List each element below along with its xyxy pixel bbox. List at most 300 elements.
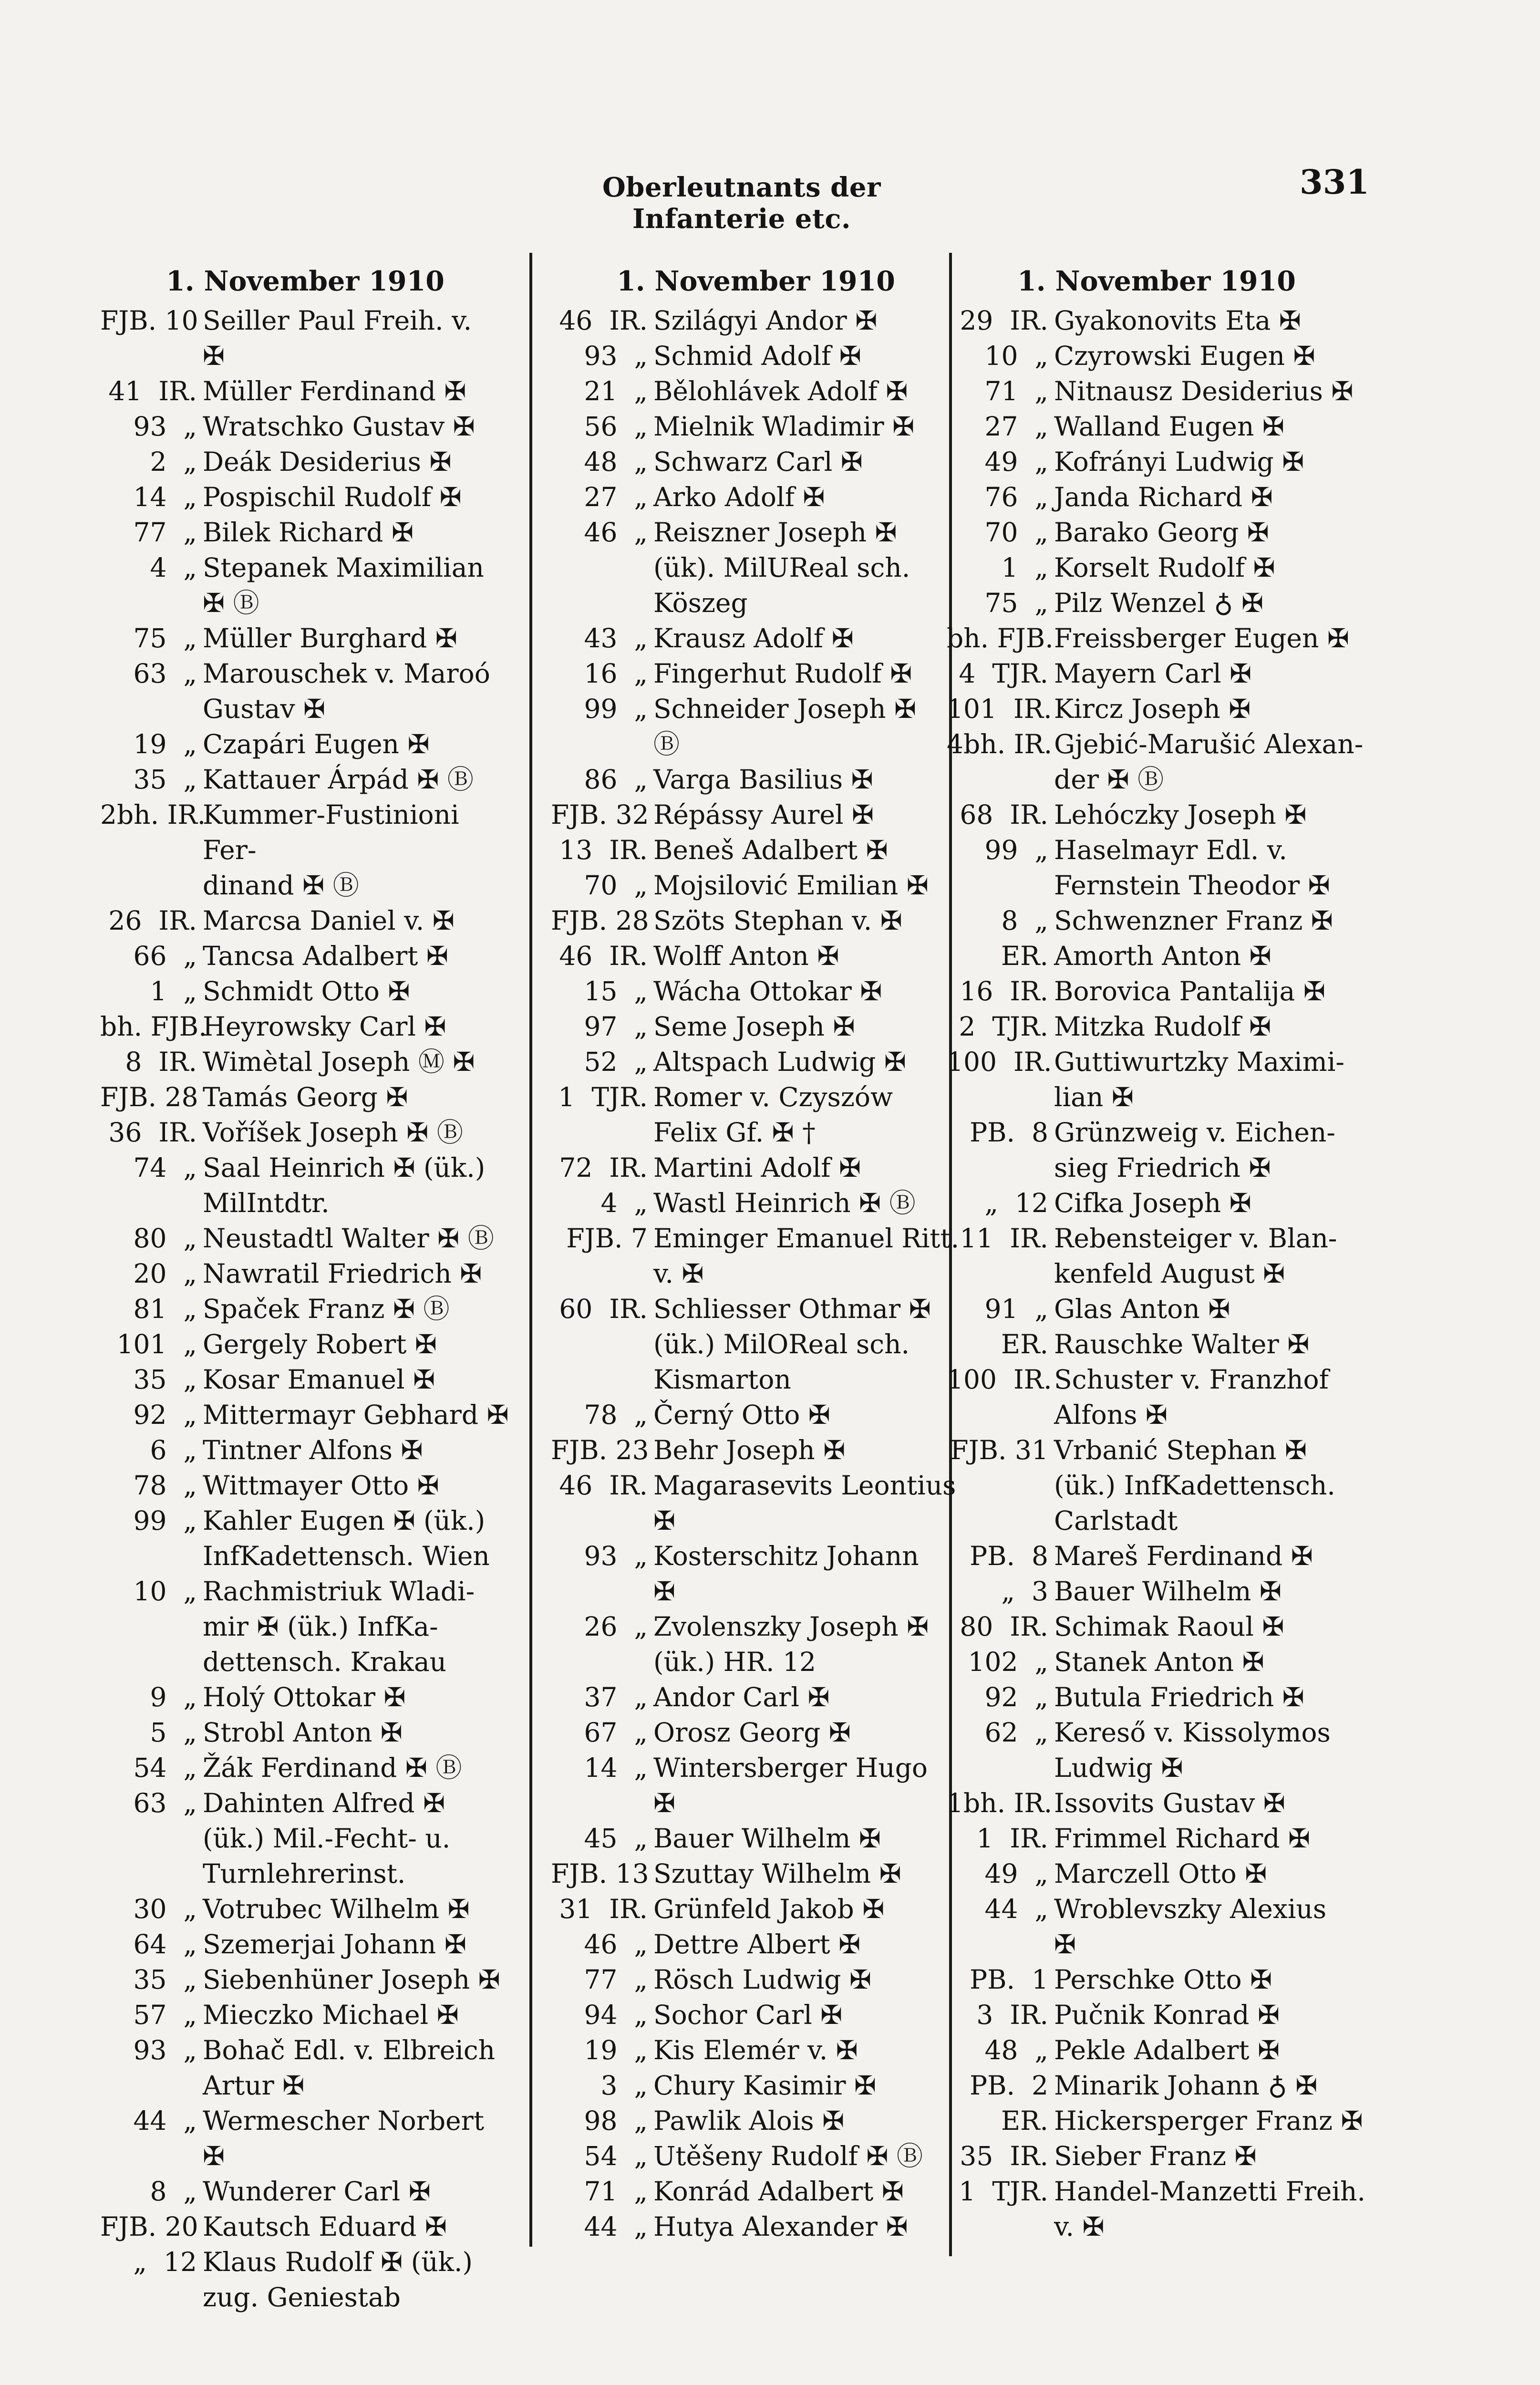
officer-name: Felix Gf. ✠ † xyxy=(653,1117,816,1148)
unit-designation xyxy=(947,2209,1054,2244)
unit-designation xyxy=(551,1503,653,1538)
unit-designation: 27 „ xyxy=(984,411,1048,442)
officer-name: Utěšeny Rudolf ✠ Ⓑ xyxy=(653,2141,923,2171)
unit-designation: 19 „ xyxy=(584,2035,648,2065)
unit-designation xyxy=(947,1079,1054,1115)
officer-entry xyxy=(100,1044,510,1079)
officer-entry xyxy=(947,938,1366,974)
officer-entry xyxy=(947,832,1366,868)
officer-entry xyxy=(551,1397,961,1432)
officer-name: Gergely Robert ✠ xyxy=(203,1329,437,1359)
officer-entry xyxy=(100,2103,510,2174)
officer-name: Rösch Ludwig ✠ xyxy=(653,1964,872,1995)
unit-designation xyxy=(551,585,653,621)
unit-designation: 36 IR. xyxy=(108,1117,197,1148)
officer-entry xyxy=(100,2244,510,2280)
officer-entry xyxy=(100,1115,510,1150)
officer-entry-continuation xyxy=(947,1397,1366,1432)
officer-name: Glas Anton ✠ xyxy=(1054,1294,1230,1324)
officer-name: ✠ Ⓑ xyxy=(203,588,259,618)
officer-entry xyxy=(947,1644,1366,1680)
unit-designation xyxy=(947,1256,1054,1291)
officer-entry-continuation xyxy=(551,726,961,762)
officer-entry xyxy=(551,515,961,550)
officer-entry xyxy=(551,1821,961,1856)
officer-name: Schuster v. Franzhof xyxy=(1054,1364,1329,1395)
officer-name: Bilek Richard ✠ xyxy=(203,517,414,548)
unit-designation xyxy=(947,1503,1054,1538)
officer-entry xyxy=(551,1715,961,1750)
unit-designation: 4 „ xyxy=(150,552,197,583)
unit-designation xyxy=(100,1609,203,1644)
officer-entry xyxy=(100,1962,510,1997)
unit-designation: FJB. 32 xyxy=(551,799,649,830)
unit-designation xyxy=(100,1856,203,1891)
unit-designation: 93 „ xyxy=(133,411,197,442)
officer-name: Vrbanić Stephan ✠ xyxy=(1054,1435,1307,1465)
officer-entry xyxy=(947,1538,1366,1574)
unit-designation: 26 „ xyxy=(584,1611,648,1642)
officer-name: Černý Otto ✠ xyxy=(653,1400,830,1430)
officer-name: Seme Joseph ✠ xyxy=(653,1011,855,1042)
officer-name: Rachmistriuk Wladi- xyxy=(203,1576,475,1607)
officer-entry xyxy=(100,762,510,797)
unit-designation: „ 12 xyxy=(133,2247,197,2277)
officer-name: Müller Burghard ✠ xyxy=(203,623,457,653)
officer-name: Tintner Alfons ✠ xyxy=(203,1435,423,1465)
officer-name: Répássy Aurel ✠ xyxy=(653,799,874,830)
officer-name: Borovica Pantalija ✠ xyxy=(1054,976,1325,1006)
officer-name: Chury Kasimir ✠ xyxy=(653,2070,877,2101)
unit-designation: 72 IR. xyxy=(559,1152,648,1183)
unit-designation: 4bh. IR. xyxy=(947,729,1053,759)
officer-name: Orosz Georg ✠ xyxy=(653,1717,851,1748)
officer-entry-continuation xyxy=(551,1785,961,1821)
unit-designation: 81 „ xyxy=(133,1294,197,1324)
unit-designation: 44 „ xyxy=(584,2211,648,2242)
officer-name: Alfons ✠ xyxy=(1054,1400,1168,1430)
officer-name: Handel-Manzetti Freih. xyxy=(1054,2176,1365,2207)
unit-designation: 16 IR. xyxy=(960,976,1048,1006)
unit-designation: 35 „ xyxy=(133,764,197,795)
officer-entry xyxy=(100,1574,510,1609)
officer-name: Voříšek Joseph ✠ Ⓑ xyxy=(203,1117,463,1148)
officer-entry xyxy=(551,1009,961,1044)
unit-designation: 101 „ xyxy=(116,1329,197,1359)
unit-designation: 63 „ xyxy=(133,658,197,689)
unit-designation xyxy=(551,726,653,762)
unit-designation: 93 „ xyxy=(584,341,648,371)
unit-designation: 30 „ xyxy=(133,1894,197,1924)
officer-entry xyxy=(551,1468,961,1503)
unit-designation: 67 „ xyxy=(584,1717,648,1748)
officer-name: dettensch. Krakau xyxy=(203,1647,447,1677)
unit-designation xyxy=(947,1750,1054,1785)
officer-entry xyxy=(551,1750,961,1785)
officer-entry xyxy=(947,1185,1366,1221)
officer-name: zug. Geniestab xyxy=(203,2282,401,2312)
unit-designation: 97 „ xyxy=(584,1011,648,1042)
officer-entry xyxy=(551,479,961,515)
unit-designation: 57 „ xyxy=(133,2000,197,2030)
officer-entry xyxy=(947,726,1366,762)
officer-entry xyxy=(551,1891,961,1927)
officer-entry-continuation xyxy=(100,1821,510,1856)
officer-name: Freissberger Eugen ✠ xyxy=(1054,623,1349,653)
unit-designation: 93 „ xyxy=(133,2035,197,2065)
unit-designation: 6 „ xyxy=(150,1435,197,1465)
officer-name: Wratschko Gustav ✠ xyxy=(203,411,475,442)
unit-designation: 46 IR. xyxy=(559,941,648,971)
unit-designation: ER. xyxy=(1001,941,1048,971)
officer-entry xyxy=(551,1079,961,1115)
officer-entry xyxy=(100,1680,510,1715)
unit-designation: 48 „ xyxy=(984,2035,1048,2065)
officer-entry xyxy=(947,903,1366,938)
unit-designation xyxy=(100,1538,203,1574)
unit-designation: 80 IR. xyxy=(960,1611,1048,1642)
officer-name: kenfeld August ✠ xyxy=(1054,1258,1285,1289)
officer-entry xyxy=(947,373,1366,409)
officer-entry xyxy=(551,2103,961,2138)
officer-name: Nitnausz Desiderius ✠ xyxy=(1054,376,1354,406)
officer-entry xyxy=(551,2032,961,2068)
unit-designation: 48 „ xyxy=(584,446,648,477)
officer-entry xyxy=(947,409,1366,444)
column-date-heading: 1. November 1910 xyxy=(1017,265,1296,297)
running-title: Oberleutnants der Infanterie etc. xyxy=(602,172,881,235)
officer-name: Strobl Anton ✠ xyxy=(203,1717,403,1748)
officer-entry-continuation xyxy=(551,1574,961,1609)
officer-name: Wácha Ottokar ✠ xyxy=(653,976,882,1006)
officer-name: Bauer Wilhelm ✠ xyxy=(1054,1576,1282,1607)
unit-designation xyxy=(551,1785,653,1821)
officer-name: Votrubec Wilhelm ✠ xyxy=(203,1894,470,1924)
officer-entry-continuation xyxy=(947,868,1366,903)
officer-entry-continuation xyxy=(100,1856,510,1891)
officer-name: Sieber Franz ✠ xyxy=(1054,2141,1257,2171)
officer-name: Wolff Anton ✠ xyxy=(653,941,839,971)
unit-designation: 1 TJR. xyxy=(959,2176,1048,2207)
officer-entry xyxy=(551,2138,961,2174)
officer-entry xyxy=(551,1432,961,1468)
officer-name: Marczell Otto ✠ xyxy=(1054,1858,1267,1889)
officer-name: Szemerjai Johann ✠ xyxy=(203,1929,466,1960)
unit-designation: FJB. 23 xyxy=(551,1435,649,1465)
officer-entry xyxy=(947,444,1366,479)
officer-entry-continuation xyxy=(947,2209,1366,2244)
officer-name: Mareš Ferdinand ✠ xyxy=(1054,1541,1313,1571)
officer-name: Konrád Adalbert ✠ xyxy=(653,2176,904,2207)
officer-name: Haselmayr Edl. v. xyxy=(1054,835,1287,865)
unit-designation: 14 „ xyxy=(584,1752,648,1783)
officer-entry xyxy=(551,762,961,797)
officer-entry-continuation xyxy=(551,1256,961,1291)
officer-entry xyxy=(551,797,961,832)
officer-entry xyxy=(947,1609,1366,1644)
officer-entry xyxy=(100,2174,510,2209)
unit-designation: 2bh. IR. xyxy=(100,799,206,830)
officer-name: Minarik Johann ♁ ✠ xyxy=(1054,2070,1318,2101)
officer-name: InfKadettensch. Wien xyxy=(203,1541,490,1571)
officer-entry xyxy=(551,1997,961,2032)
officer-name: Kattauer Árpád ✠ Ⓑ xyxy=(203,764,474,795)
officer-name: Gustav ✠ xyxy=(203,694,326,724)
unit-designation: PB. 8 xyxy=(970,1541,1048,1571)
unit-designation: ER. xyxy=(1001,2105,1048,2136)
officer-entry xyxy=(947,550,1366,585)
unit-designation: FJB. 20 xyxy=(100,2211,198,2242)
unit-designation: 75 „ xyxy=(984,588,1048,618)
officer-name: Czyrowski Eugen ✠ xyxy=(1054,341,1315,371)
unit-designation: 4 TJR. xyxy=(959,658,1048,689)
officer-name: lian ✠ xyxy=(1054,1082,1134,1112)
officer-entry-continuation xyxy=(947,1468,1366,1503)
officer-entry xyxy=(551,2068,961,2103)
unit-designation: 20 „ xyxy=(133,1258,197,1289)
officer-name: Kummer-Fustinioni Fer- xyxy=(203,799,468,865)
officer-entry-continuation xyxy=(100,691,510,726)
officer-entry xyxy=(100,303,510,338)
officer-entry xyxy=(100,1009,510,1044)
unit-designation: 78 „ xyxy=(584,1400,648,1430)
unit-designation xyxy=(100,1644,203,1680)
officer-entry xyxy=(947,1891,1366,1927)
officer-name: Romer v. Czyszów xyxy=(653,1082,893,1112)
officer-name: Bohač Edl. v. Elbreich xyxy=(203,2035,496,2065)
officer-entry xyxy=(100,1785,510,1821)
unit-designation xyxy=(947,868,1054,903)
unit-designation: 75 „ xyxy=(133,623,197,653)
officer-name: Guttiwurtzky Maximi- xyxy=(1054,1047,1344,1077)
unit-designation: 92 „ xyxy=(984,1682,1048,1712)
unit-designation: 14 „ xyxy=(133,482,197,512)
unit-designation: 10 „ xyxy=(133,1576,197,1607)
officer-entry xyxy=(947,1680,1366,1715)
officer-entry xyxy=(551,1044,961,1079)
officer-name: Neustadtl Walter ✠ Ⓑ xyxy=(203,1223,494,1254)
officer-name: Korselt Rudolf ✠ xyxy=(1054,552,1275,583)
officer-name: Amorth Anton ✠ xyxy=(1054,941,1271,971)
officer-name: Köszeg xyxy=(653,588,748,618)
officer-name: Butula Friedrich ✠ xyxy=(1054,1682,1304,1712)
officer-name: Hutya Alexander ✠ xyxy=(653,2211,908,2242)
officer-entry-continuation xyxy=(551,1115,961,1150)
officer-entry xyxy=(551,409,961,444)
unit-designation: 63 „ xyxy=(133,1788,197,1818)
officer-name: Schliesser Othmar ✠ xyxy=(653,1294,931,1324)
officer-entry xyxy=(551,656,961,691)
column-3 xyxy=(947,260,1366,2244)
unit-designation: „ 3 xyxy=(1001,1576,1048,1607)
unit-designation xyxy=(551,1644,653,1680)
unit-designation: PB. 8 xyxy=(970,1117,1048,1148)
officer-name: Andor Carl ✠ xyxy=(653,1682,830,1712)
unit-designation: 71 „ xyxy=(984,376,1048,406)
unit-designation xyxy=(551,1362,653,1397)
officer-name: Eminger Emanuel Ritt. xyxy=(653,1223,960,1254)
officer-entry-continuation xyxy=(100,1185,510,1221)
officer-entry xyxy=(947,2174,1366,2209)
unit-designation: 49 „ xyxy=(984,1858,1048,1889)
officer-entry xyxy=(100,1291,510,1327)
officer-name: Kofrányi Ludwig ✠ xyxy=(1054,446,1304,477)
officer-name: Gjebić-Marušić Alexan- xyxy=(1054,729,1364,759)
unit-designation: 70 „ xyxy=(584,870,648,901)
officer-name: mir ✠ (ük.) InfKa- xyxy=(203,1611,438,1642)
unit-designation: 35 „ xyxy=(133,1364,197,1395)
column-divider xyxy=(529,253,532,2247)
officer-name: Reiszner Joseph ✠ xyxy=(653,517,897,548)
officer-entry xyxy=(551,1856,961,1891)
officer-name: Turnlehrerinst. xyxy=(203,1858,406,1889)
officer-name: Kismarton xyxy=(653,1364,791,1395)
officer-name: Holý Ottokar ✠ xyxy=(203,1682,406,1712)
unit-designation: 8 „ xyxy=(150,2176,197,2207)
unit-designation: 16 „ xyxy=(584,658,648,689)
officer-name: Marouschek v. Maroó xyxy=(203,658,490,689)
officer-entry-continuation xyxy=(947,1079,1366,1115)
officer-name: Heyrowsky Carl ✠ xyxy=(203,1011,446,1042)
officer-name: Pawlik Alois ✠ xyxy=(653,2105,845,2136)
officer-entry xyxy=(100,797,510,868)
unit-designation: 74 „ xyxy=(133,1152,197,1183)
unit-designation: 37 „ xyxy=(584,1682,648,1712)
officer-name: ✠ xyxy=(653,1788,676,1818)
officer-entry xyxy=(100,1927,510,1962)
officer-entry-continuation xyxy=(551,585,961,621)
unit-designation: 100 IR. xyxy=(947,1364,1052,1395)
officer-name: v. ✠ xyxy=(1054,2211,1105,2242)
officer-name: Schmid Adolf ✠ xyxy=(653,341,861,371)
officer-name: Rauschke Walter ✠ xyxy=(1054,1329,1310,1359)
officer-name: Grünfeld Jakob ✠ xyxy=(653,1894,885,1924)
unit-designation: FJB. 7 xyxy=(566,1223,648,1254)
officer-entry xyxy=(100,974,510,1009)
unit-designation: 66 „ xyxy=(133,941,197,971)
officer-entry xyxy=(947,2068,1366,2103)
officer-name: Tamás Georg ✠ xyxy=(203,1082,408,1112)
officer-name: Czapári Eugen ✠ xyxy=(203,729,430,759)
unit-designation: FJB. 10 xyxy=(100,305,198,336)
officer-entry xyxy=(100,550,510,585)
unit-designation: 100 IR. xyxy=(947,1047,1052,1077)
officer-name: Müller Ferdinand ✠ xyxy=(203,376,466,406)
officer-name: Schimak Raoul ✠ xyxy=(1054,1611,1284,1642)
unit-designation: 99 „ xyxy=(133,1505,197,1536)
officer-name: Arko Adolf ✠ xyxy=(653,482,825,512)
unit-designation: 41 IR. xyxy=(108,376,197,406)
officer-entry-continuation xyxy=(551,1362,961,1397)
officer-name: Szuttay Wilhelm ✠ xyxy=(653,1858,901,1889)
officer-name: Siebenhüner Joseph ✠ xyxy=(203,1964,500,1995)
officer-entry-continuation xyxy=(100,868,510,903)
officer-name: Perschke Otto ✠ xyxy=(1054,1964,1272,1995)
officer-name: Altspach Ludwig ✠ xyxy=(653,1047,906,1077)
column-1 xyxy=(100,260,510,2315)
officer-entry-continuation xyxy=(100,2280,510,2315)
unit-designation xyxy=(100,585,203,621)
officer-name: Dettre Albert ✠ xyxy=(653,1929,861,1960)
officer-entry xyxy=(947,1115,1366,1150)
officer-entry xyxy=(551,621,961,656)
officer-entry xyxy=(947,621,1366,656)
officer-name: Sochor Carl ✠ xyxy=(653,2000,843,2030)
officer-entry xyxy=(100,1221,510,1256)
officer-name: (ük). MilUReal sch. xyxy=(653,552,910,583)
officer-entry xyxy=(551,2209,961,2244)
officer-entry xyxy=(551,338,961,373)
unit-designation: 64 „ xyxy=(133,1929,197,1960)
unit-designation: 8 „ xyxy=(1001,905,1048,936)
officer-entry xyxy=(947,691,1366,726)
officer-name: Wastl Heinrich ✠ Ⓑ xyxy=(653,1188,916,1218)
unit-designation xyxy=(947,1150,1054,1185)
officer-name: (ük.) MilOReal sch. xyxy=(653,1329,910,1359)
officer-entry-continuation xyxy=(947,1503,1366,1538)
officer-name: Pilz Wenzel ♁ ✠ xyxy=(1054,588,1264,618)
officer-entry-continuation xyxy=(947,1256,1366,1291)
officer-entry xyxy=(551,1185,961,1221)
officer-name: Pekle Adalbert ✠ xyxy=(1054,2035,1280,2065)
unit-designation: FJB. 28 xyxy=(100,1082,198,1112)
column-date-heading: 1. November 1910 xyxy=(166,265,444,297)
officer-entry xyxy=(551,832,961,868)
officer-name: Gyakonovits Eta ✠ xyxy=(1054,305,1301,336)
unit-designation: 76 „ xyxy=(984,482,1048,512)
officer-name: Saal Heinrich ✠ (ük.) xyxy=(203,1152,486,1183)
officer-name: Artur ✠ xyxy=(203,2070,305,2101)
officer-name: Wermescher Norbert ✠ xyxy=(203,2105,493,2171)
unit-designation: 11 IR. xyxy=(960,1223,1048,1254)
unit-designation: 21 „ xyxy=(584,376,648,406)
unit-designation: 5 „ xyxy=(150,1717,197,1748)
unit-designation: 45 „ xyxy=(584,1823,648,1854)
officer-name: Kis Elemér v. ✠ xyxy=(653,2035,858,2065)
officer-entry xyxy=(100,1362,510,1397)
unit-designation: 35 IR. xyxy=(960,2141,1048,2171)
officer-entry xyxy=(100,726,510,762)
officer-entry xyxy=(947,2138,1366,2174)
unit-designation xyxy=(551,550,653,585)
unit-designation: 91 „ xyxy=(984,1294,1048,1324)
page-number: 331 xyxy=(1300,162,1370,202)
officer-name: Martini Adolf ✠ xyxy=(653,1152,861,1183)
unit-designation: 71 „ xyxy=(584,2176,648,2207)
unit-designation xyxy=(551,1327,653,1362)
officer-name: Mielnik Wladimir ✠ xyxy=(653,411,915,442)
officer-entry xyxy=(100,2032,510,2068)
officer-name: ✠ xyxy=(653,1576,676,1607)
officer-name: Dahinten Alfred ✠ xyxy=(203,1788,445,1818)
unit-designation: 2 „ xyxy=(150,446,197,477)
officer-name: Mojsilović Emilian ✠ xyxy=(653,870,929,901)
unit-designation: 2 TJR. xyxy=(959,1011,1048,1042)
officer-entry xyxy=(947,1574,1366,1609)
officer-entry-continuation xyxy=(947,1150,1366,1185)
unit-designation: 31 IR. xyxy=(559,1894,648,1924)
unit-designation xyxy=(100,2280,203,2315)
unit-designation: 29 IR. xyxy=(960,305,1048,336)
officer-entry xyxy=(100,938,510,974)
officer-name: Kahler Eugen ✠ (ük.) xyxy=(203,1505,486,1536)
unit-designation: 60 IR. xyxy=(559,1294,648,1324)
officer-name: (ük.) HR. 12 xyxy=(653,1647,816,1677)
unit-designation: 92 „ xyxy=(133,1400,197,1430)
officer-name: Zvolenszky Joseph ✠ xyxy=(653,1611,929,1642)
unit-designation: 15 „ xyxy=(584,976,648,1006)
officer-entry xyxy=(947,1432,1366,1468)
